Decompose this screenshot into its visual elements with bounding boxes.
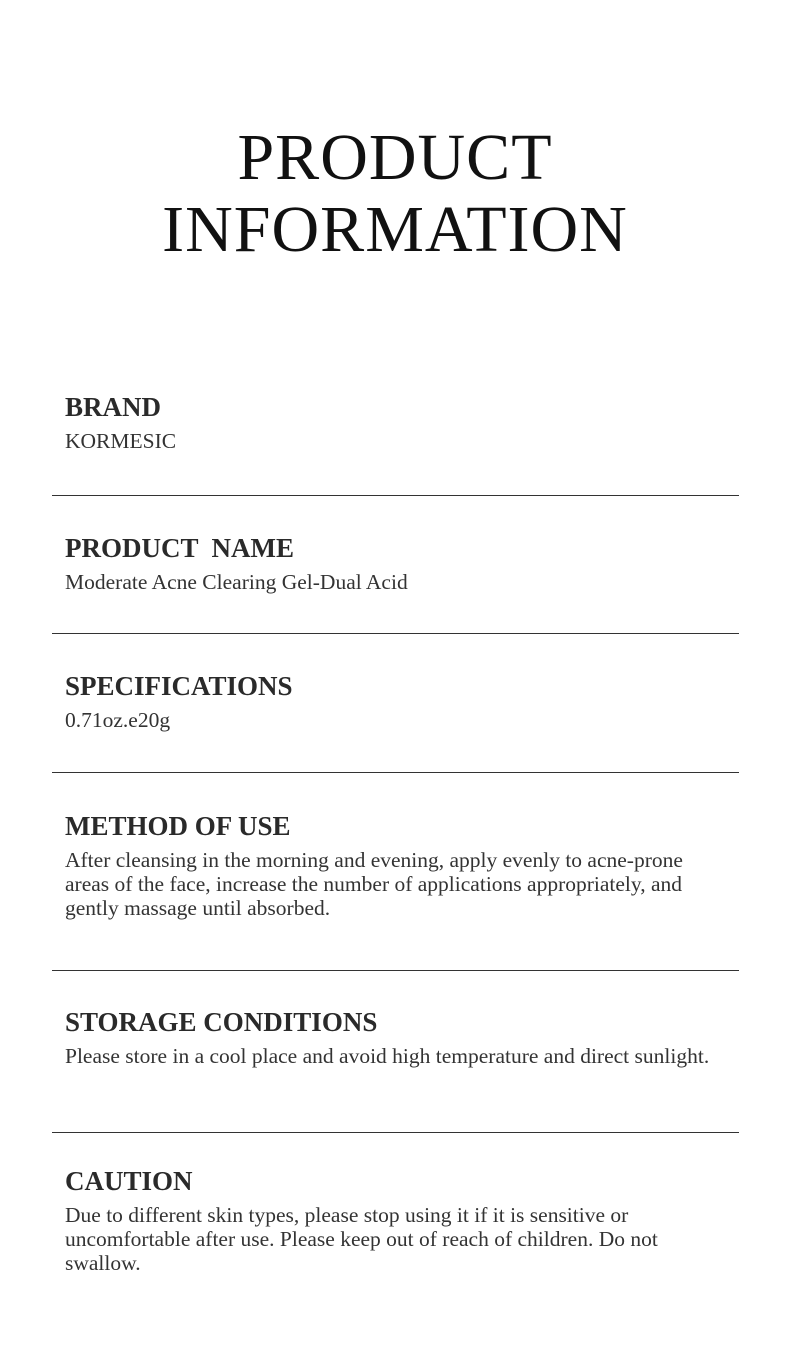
product-name-value: Moderate Acne Clearing Gel-Dual Acid: [65, 570, 408, 594]
caution-heading: CAUTION: [65, 1166, 193, 1196]
brand-section: [65, 391, 725, 453]
page-title-line-2: INFORMATION: [162, 193, 628, 266]
divider: [52, 495, 739, 496]
brand-value: KORMESIC: [65, 429, 177, 453]
caution-value: Due to different skin types, please stop using it if it is sensitive or uncomfortable after use. Please keep out of reach of children. Do not swallow.: [65, 1203, 658, 1275]
method-of-use-value: After cleansing in the morning and evening, apply evenly to acne-prone areas of the face, increase the number of applications appropriately, and gently massage until absorbed.: [65, 848, 683, 920]
divider: [52, 970, 739, 971]
specifications-heading: SPECIFICATIONS: [65, 671, 293, 701]
page-title-line-1: PRODUCT: [237, 121, 553, 194]
divider: [52, 633, 739, 634]
storage-conditions-value: Please store in a cool place and avoid high temperature and direct sunlight.: [65, 1044, 710, 1068]
caution-section: [65, 1165, 725, 1275]
product-name-section: [65, 532, 725, 594]
brand-heading: BRAND: [65, 392, 162, 422]
specifications-value: 0.71oz.e20g: [65, 708, 171, 732]
product-name-heading: PRODUCT NAME: [65, 533, 294, 563]
page-title: [0, 122, 790, 266]
method-of-use-section: [65, 810, 725, 920]
method-of-use-heading: METHOD OF USE: [65, 811, 291, 841]
divider: [52, 772, 739, 773]
storage-conditions-heading: STORAGE CONDITIONS: [65, 1007, 378, 1037]
divider: [52, 1132, 739, 1133]
specifications-section: [65, 670, 725, 732]
storage-conditions-section: [65, 1006, 725, 1068]
